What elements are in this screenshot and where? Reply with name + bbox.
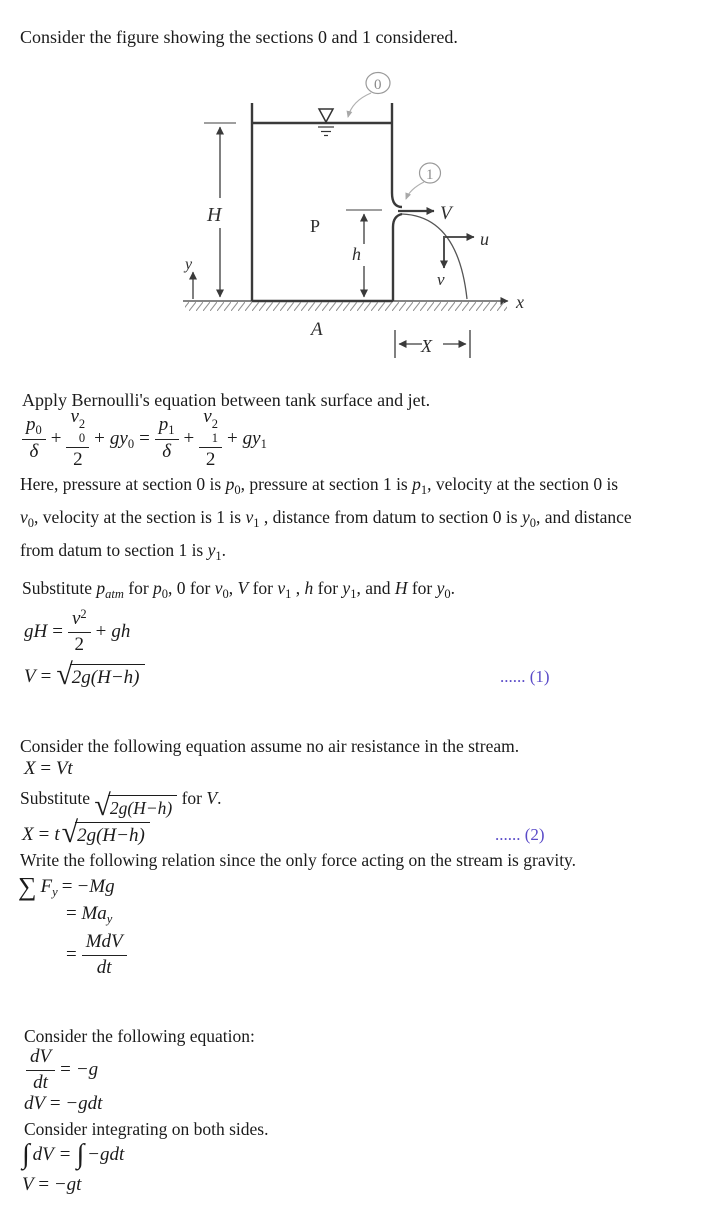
math-v: v bbox=[277, 578, 286, 598]
equals-op: = bbox=[61, 876, 73, 897]
tank-right-wall-lower bbox=[393, 214, 402, 301]
math-gh: gh bbox=[111, 621, 131, 642]
ground bbox=[183, 301, 508, 311]
text-run: , pressure at section 1 is bbox=[240, 474, 413, 494]
pressure-P-label: P bbox=[310, 216, 321, 236]
sigma-symbol: ∑ bbox=[18, 872, 37, 901]
substitute-line-1 bbox=[22, 578, 455, 601]
sub-0: 0 bbox=[127, 436, 135, 451]
integral-sign: ∫ bbox=[22, 1139, 30, 1170]
section1-leader bbox=[406, 182, 424, 199]
math-minus-gdt: −gdt bbox=[65, 1093, 103, 1114]
text-run: for bbox=[123, 578, 154, 598]
text-run: Here, pressure at section 0 is bbox=[20, 474, 226, 494]
math-p: p bbox=[225, 474, 235, 494]
sub-y: y bbox=[106, 912, 113, 926]
text-run: Substitute bbox=[20, 788, 95, 808]
fraction-v2-2 bbox=[68, 608, 91, 656]
denominator-2: 2 bbox=[66, 447, 89, 471]
radicand: 2g(H−h) bbox=[70, 664, 145, 689]
math-V: V bbox=[206, 788, 218, 808]
text-run: , bbox=[291, 578, 305, 598]
fraction-v1sq-2 bbox=[199, 407, 222, 470]
math-p: p bbox=[153, 578, 162, 598]
equation-V bbox=[24, 656, 664, 698]
u-velocity-label: u bbox=[480, 229, 489, 249]
tank-right-wall-upper bbox=[392, 103, 402, 207]
math-p: p bbox=[412, 474, 421, 494]
radicand: 2g(H−h) bbox=[108, 795, 177, 819]
height-H-label: H bbox=[207, 204, 222, 226]
intro-text: Consider the figure showing the sections 0 and 1 considered. bbox=[20, 27, 458, 47]
plus-op: + bbox=[50, 428, 62, 449]
sub-0: 0 bbox=[161, 587, 169, 601]
section1-label: 1 bbox=[426, 167, 434, 183]
text-run: for bbox=[248, 578, 278, 598]
x-axis-label: x bbox=[516, 292, 524, 312]
math-v: v bbox=[71, 608, 81, 630]
text-run: . bbox=[217, 788, 222, 808]
numerator bbox=[22, 415, 46, 439]
integral-sign: ∫ bbox=[76, 1139, 85, 1170]
sub-0: 0 bbox=[27, 516, 35, 530]
math-minus-gt: −gt bbox=[53, 1174, 82, 1195]
equation-dV-gdt bbox=[24, 1093, 102, 1115]
square-root bbox=[56, 658, 144, 691]
dimensions bbox=[193, 123, 474, 358]
math-V: V bbox=[24, 666, 36, 687]
math-minus-Mg: −Mg bbox=[76, 876, 115, 897]
jet-trajectory bbox=[402, 214, 467, 299]
text-run: . bbox=[450, 578, 456, 598]
math-v: v bbox=[245, 507, 254, 527]
math-dV: dV bbox=[24, 1093, 46, 1114]
equation-number-2: ...... (2) bbox=[495, 825, 545, 844]
equals-op: = bbox=[40, 758, 52, 779]
math-V: V bbox=[237, 578, 249, 598]
math-Vt: Vt bbox=[55, 758, 73, 779]
sum-forces-line-1 bbox=[18, 872, 115, 902]
math-minus-g: −g bbox=[75, 1059, 99, 1080]
equals-op: = bbox=[66, 903, 77, 924]
sub-0: 0 bbox=[78, 430, 86, 445]
sub-1: 1 bbox=[253, 516, 260, 530]
equals-op: = bbox=[66, 944, 77, 965]
numerator bbox=[68, 608, 91, 632]
plus-op: + bbox=[183, 428, 195, 449]
math-t: t bbox=[54, 824, 60, 845]
explanation-line-2 bbox=[20, 507, 632, 530]
bernoulli-equation bbox=[22, 406, 267, 470]
fraction-MdV-dt bbox=[82, 932, 127, 979]
text-run: , velocity at the section is 1 is bbox=[34, 507, 246, 527]
fraction-dV-dt bbox=[26, 1047, 55, 1094]
sum-forces-line-3 bbox=[66, 928, 127, 982]
numerator-dV: dV bbox=[30, 1045, 52, 1067]
math-minus-gdt: −gdt bbox=[87, 1144, 125, 1165]
sub-0: 0 bbox=[222, 587, 229, 601]
integration-heading-1: Consider the following equation: bbox=[24, 1026, 255, 1046]
equals-op: = bbox=[139, 428, 150, 449]
math-y: y bbox=[342, 578, 351, 598]
math-p: p bbox=[26, 414, 36, 436]
sup-sub-stack bbox=[212, 418, 218, 444]
math-Ma: Ma bbox=[81, 903, 107, 924]
integration-heading-2: Consider integrating on both sides. bbox=[24, 1119, 269, 1139]
fraction-p0-delta bbox=[22, 415, 46, 462]
sub-0: 0 bbox=[234, 483, 241, 497]
math-X: X bbox=[24, 758, 36, 779]
text-run: from datum to section 1 is bbox=[20, 540, 208, 560]
math-y: y bbox=[207, 540, 216, 560]
sub-0: 0 bbox=[35, 423, 42, 438]
text-run: , velocity at the section 0 is bbox=[427, 474, 619, 494]
equation-integral bbox=[22, 1136, 124, 1174]
equals-op: = bbox=[60, 1059, 71, 1080]
sub-1: 1 bbox=[285, 587, 292, 601]
sub-y: y bbox=[52, 884, 58, 899]
numerator bbox=[66, 407, 89, 446]
denominator-delta: δ bbox=[155, 439, 179, 463]
equation-X-Vt bbox=[24, 758, 73, 780]
stream-heading: Consider the following equation assume no air resistance in the stream. bbox=[20, 736, 520, 756]
fraction-p1-delta bbox=[155, 415, 179, 462]
term-gy0 bbox=[110, 428, 134, 451]
sub-0: 0 bbox=[529, 516, 536, 530]
sub-1: 1 bbox=[168, 423, 175, 438]
sub-1: 1 bbox=[420, 483, 428, 497]
bernoulli-heading: Apply Bernoulli's equation between tank surface and jet. bbox=[22, 390, 431, 410]
term-Fy bbox=[41, 876, 58, 899]
math-gy: gy bbox=[109, 427, 128, 449]
math-dV: dV bbox=[32, 1144, 54, 1165]
sup-2: 2 bbox=[78, 417, 86, 432]
math-v: v bbox=[203, 406, 212, 428]
sub-1: 1 bbox=[215, 549, 222, 563]
tank-walls bbox=[252, 103, 402, 301]
section0-label: 0 bbox=[374, 77, 382, 93]
tank-jet-figure bbox=[140, 68, 560, 376]
sup-2: 2 bbox=[211, 417, 218, 432]
math-gy: gy bbox=[242, 427, 261, 449]
sup-2: 2 bbox=[80, 607, 87, 622]
math-y: y bbox=[436, 578, 445, 598]
square-root bbox=[61, 816, 150, 849]
text-run: Substitute bbox=[22, 578, 97, 598]
equation-dVdt bbox=[26, 1046, 98, 1094]
equals-op: = bbox=[38, 824, 50, 845]
text-run: for bbox=[407, 578, 437, 598]
text-run: . bbox=[221, 540, 227, 560]
radical-sign: √ bbox=[94, 789, 111, 822]
text-run: , and bbox=[356, 578, 395, 598]
math-p: p bbox=[158, 414, 169, 436]
sub-1: 1 bbox=[260, 436, 267, 451]
equals-op: = bbox=[59, 1144, 71, 1165]
math-p: p bbox=[96, 578, 106, 598]
plus-op: + bbox=[95, 621, 107, 642]
radical-sign: √ bbox=[56, 658, 73, 691]
sum-forces-line-2 bbox=[66, 903, 112, 926]
denominator-2: 2 bbox=[199, 447, 222, 471]
denominator-dt: dt bbox=[26, 1070, 55, 1094]
math-F: F bbox=[40, 875, 53, 897]
explanation-line-3 bbox=[20, 540, 226, 563]
nabla-icon bbox=[319, 109, 333, 122]
text-run: for bbox=[313, 578, 343, 598]
sub-1: 1 bbox=[211, 430, 218, 445]
text-run: , bbox=[228, 578, 238, 598]
math-X: X bbox=[22, 824, 34, 845]
math-v: v bbox=[214, 578, 223, 598]
fraction-v0sq-2 bbox=[66, 407, 89, 470]
math-v: v bbox=[70, 406, 79, 428]
math-v: v bbox=[20, 507, 28, 527]
equation-number-1: ...... (1) bbox=[500, 667, 550, 686]
section0-leader bbox=[348, 93, 371, 117]
math-V: V bbox=[22, 1174, 34, 1195]
orifice-height-h-label: h bbox=[352, 244, 361, 264]
explanation-line-1 bbox=[20, 474, 618, 497]
plus-op: + bbox=[226, 428, 238, 449]
sub-atm: atm bbox=[105, 587, 124, 601]
numerator-MdV: MdV bbox=[85, 930, 123, 952]
numerator bbox=[155, 415, 179, 439]
math-H: H bbox=[394, 578, 408, 598]
jet-velocity-V-label: V bbox=[440, 203, 452, 224]
term-gy1 bbox=[243, 428, 267, 451]
y-axis-label: y bbox=[185, 256, 193, 273]
text-run: , 0 for bbox=[168, 578, 215, 598]
denominator-2: 2 bbox=[68, 632, 91, 656]
equation-gH bbox=[24, 604, 130, 660]
text-run: for bbox=[181, 788, 207, 808]
sub-1: 1 bbox=[350, 587, 357, 601]
equals-op: = bbox=[52, 621, 63, 642]
numerator bbox=[199, 407, 222, 446]
equals-op: = bbox=[40, 666, 52, 687]
gravity-heading: Write the following relation since the only force acting on the stream is gravity. bbox=[20, 850, 577, 870]
sup-sub-stack bbox=[79, 418, 85, 444]
equals-op: = bbox=[49, 1093, 61, 1114]
text-run: , distance from datum to section 0 is bbox=[259, 507, 522, 527]
radical-sign: √ bbox=[61, 816, 79, 849]
math-h: h bbox=[304, 578, 314, 598]
text-run: , and distance bbox=[535, 507, 632, 527]
area-A-label: A bbox=[311, 319, 323, 340]
plus-op: + bbox=[94, 428, 105, 449]
sub-0: 0 bbox=[444, 587, 451, 601]
denominator-delta: δ bbox=[22, 439, 46, 463]
equals-op: = bbox=[38, 1174, 50, 1195]
distance-X-label: X bbox=[421, 336, 432, 356]
radicand: 2g(H−h) bbox=[75, 822, 150, 847]
ground-hatching bbox=[185, 302, 507, 311]
denominator-dt: dt bbox=[82, 955, 127, 979]
equation-V-gt bbox=[22, 1174, 81, 1196]
math-gH: gH bbox=[24, 621, 48, 642]
math-y: y bbox=[521, 507, 530, 527]
v-velocity-label: v bbox=[437, 270, 445, 289]
